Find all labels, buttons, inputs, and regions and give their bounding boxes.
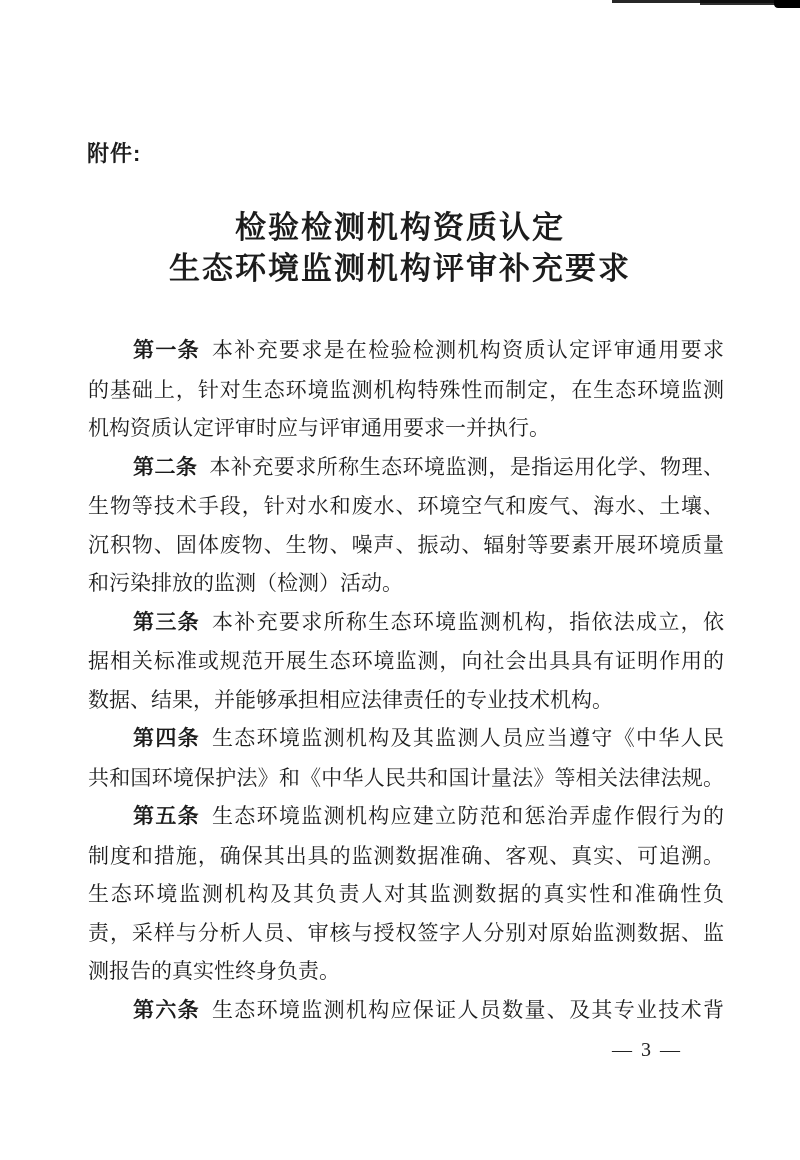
article-6-number: 第六条 — [133, 998, 200, 1022]
article-5-first-line-text: 生态环境监测机构应建立防范和惩治弄虚作假行为的 — [211, 804, 724, 828]
text-line: 机构资质认定评审时应与评审通用要求一并执行。 — [88, 416, 550, 440]
text-line: 共和国环境保护法》和《中华人民共和国计量法》等相关法律法规。 — [88, 765, 724, 790]
page-number: — 3 — — [612, 1039, 682, 1061]
text-line: 制度和措施，确保其出具的监测数据准确、客观、真实、可追溯。 — [88, 843, 724, 868]
article-4-first-line — [88, 719, 724, 759]
article-2-first-line-text: 本补充要求所称生态环境监测，是指运用化学、物理、 — [209, 454, 724, 479]
text-line: 沉积物、固体废物、生物、噪声、振动、辐射等要素开展环境质量 — [88, 532, 724, 557]
article-5-number: 第五条 — [133, 805, 200, 828]
article-4-first-line-text: 生态环境监测机构及其监测人员应当遵守《中华人民 — [211, 726, 724, 750]
text-line: 据相关标准或规范开展生态环境监测，向社会出具具有证明作用的 — [88, 649, 724, 673]
article-2-first-line — [88, 448, 724, 488]
text-line: 测报告的真实性终身负责。 — [88, 959, 340, 983]
article-6-first-line — [88, 991, 724, 1031]
document-body — [88, 331, 724, 1030]
article-3-number: 第三条 — [133, 610, 200, 634]
text-line: 责，采样与分析人员、审核与授权签字人分别对原始监测数据、监 — [88, 920, 724, 945]
text-line: 生态环境监测机构及其负责人对其监测数据的真实性和准确性负 — [88, 882, 724, 906]
scan-artifact-blob — [774, 0, 800, 8]
text-line: 的基础上，针对生态环境监测机构特殊性而制定，在生态环境监测 — [88, 377, 724, 402]
document-title-line-1: 检验检测机构资质认定 — [235, 210, 565, 245]
article-6-first-line-text: 生态环境监测机构应保证人员数量、及其专业技术背 — [211, 997, 724, 1022]
attachment-label: 附件: — [87, 141, 142, 166]
document-title — [0, 207, 800, 289]
article-1-number: 第一条 — [133, 339, 200, 362]
text-line: 生物等技术手段，针对水和废水、环境空气和废气、海水、土壤、 — [88, 494, 724, 518]
article-5-first-line — [88, 797, 724, 837]
text-line: 和污染排放的监测（检测）活动。 — [88, 571, 403, 595]
article-1-first-line-text: 本补充要求是在检验检测机构资质认定评审通用要求 — [211, 338, 724, 362]
article-3-first-line-text: 本补充要求所称生态环境监测机构，指依法成立，依 — [211, 609, 724, 634]
article-2-number: 第二条 — [133, 455, 198, 479]
text-line: 数据、结果，并能够承担相应法律责任的专业技术机构。 — [88, 687, 613, 712]
document-title-line-2: 生态环境监测机构评审补充要求 — [169, 251, 631, 286]
article-1-first-line — [88, 331, 724, 371]
article-4-number: 第四条 — [133, 727, 200, 750]
article-3-first-line — [88, 603, 724, 643]
